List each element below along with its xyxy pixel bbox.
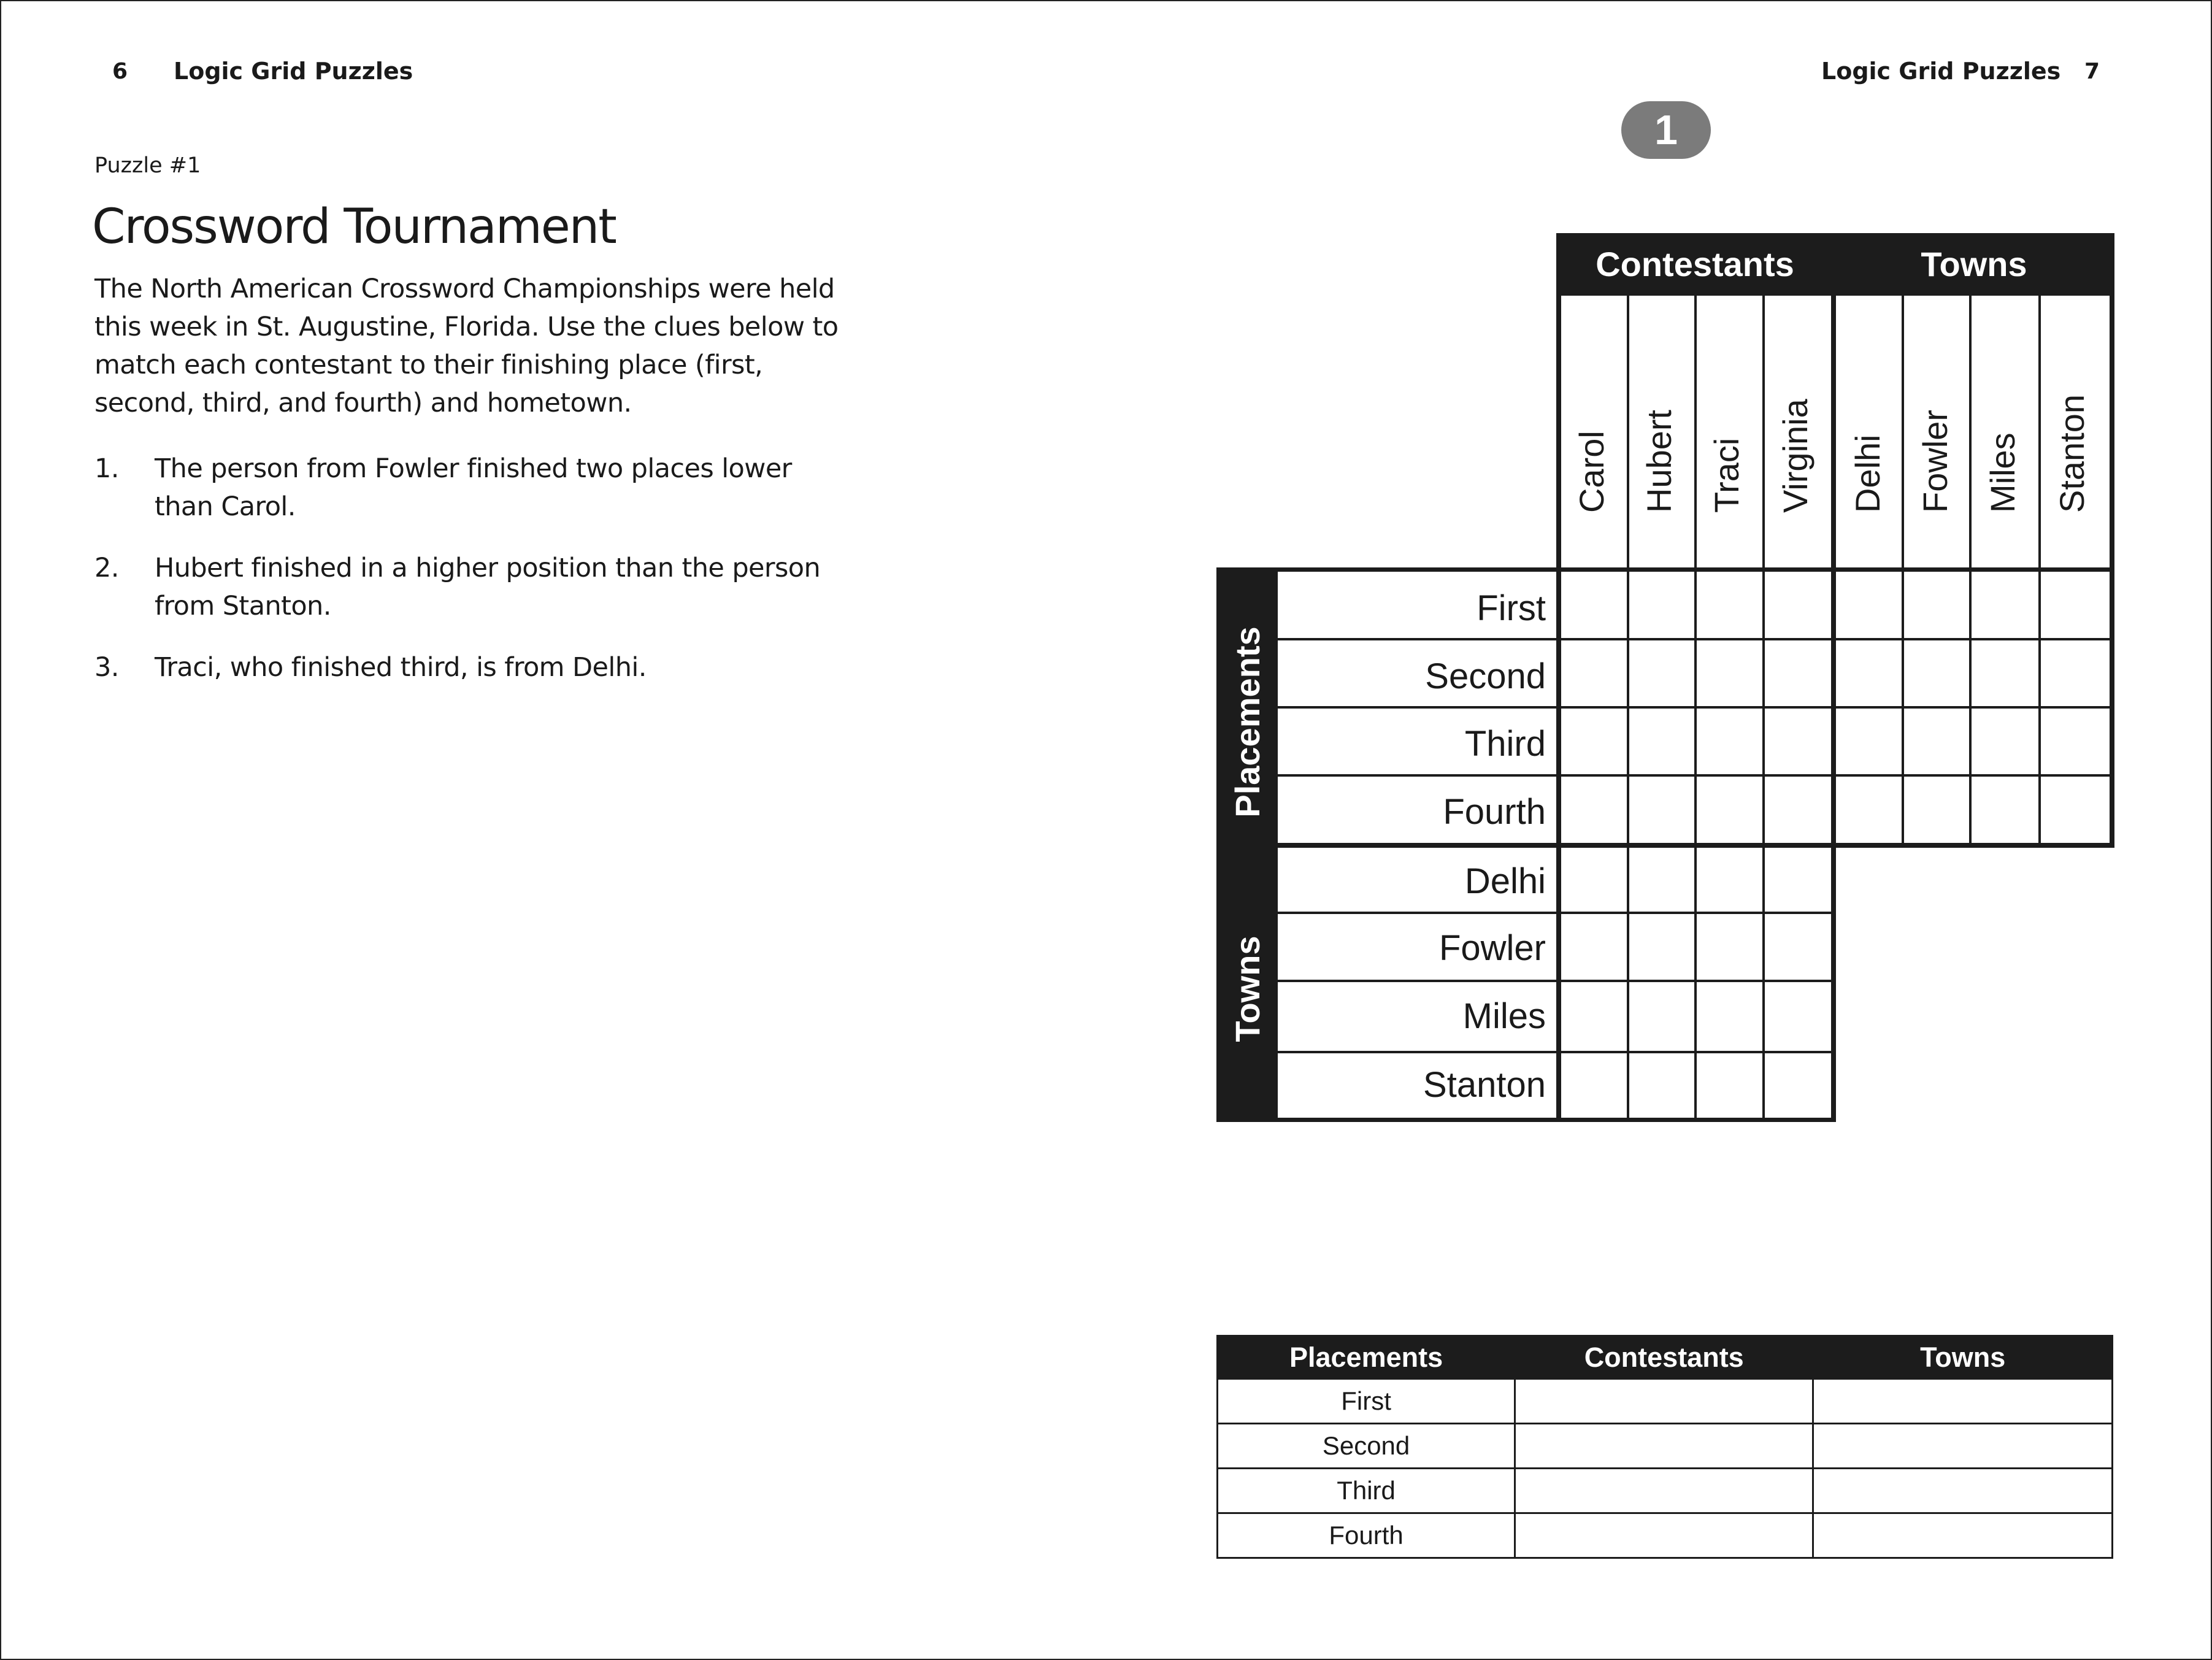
answer-table-row <box>1218 1424 2113 1469</box>
answer-contestant-cell[interactable] <box>1515 1513 1813 1558</box>
row-label: Miles <box>1462 996 1546 1036</box>
column-header <box>1835 294 1900 558</box>
grid-header-contestants: Contestants <box>1596 244 1794 283</box>
row-label: First <box>1477 588 1546 628</box>
right-page-number: 7 <box>2084 59 2100 84</box>
grid-line <box>2110 233 2114 847</box>
puzzle-title: Crossword Tournament <box>92 199 616 255</box>
column-header <box>1694 294 1759 558</box>
column-header-label: Stanton <box>2052 394 2091 513</box>
grid-line <box>1278 638 2114 640</box>
grid-line <box>1216 1118 1836 1122</box>
answer-placement-cell: First <box>1218 1379 1515 1424</box>
clue-number: 1. <box>94 453 119 484</box>
clue-text: The person from Fowler finished two places lower than Carol. <box>155 453 792 522</box>
clue-text: Traci, who finished third, is from Delhi. <box>155 652 647 683</box>
answer-placement-cell: Second <box>1218 1424 1515 1469</box>
grid-line <box>1278 843 2114 848</box>
answer-town-cell[interactable] <box>1813 1469 2113 1513</box>
answer-contestant-cell[interactable] <box>1515 1469 1813 1513</box>
row-label: Delhi <box>1464 861 1546 901</box>
clue-number: 3. <box>94 652 119 683</box>
column-header <box>1559 294 1624 558</box>
row-label: Fowler <box>1438 928 1546 968</box>
row-label: Stanton <box>1423 1065 1546 1105</box>
left-running-title: Logic Grid Puzzles <box>174 58 413 85</box>
column-header <box>2040 294 2104 558</box>
right-running-title: Logic Grid Puzzles <box>1821 58 2061 85</box>
column-header-label: Virginia <box>1775 399 1815 513</box>
answer-table-row <box>1218 1513 2113 1558</box>
grid-line <box>1278 912 1836 914</box>
answer-table-row <box>1218 1379 2113 1424</box>
puzzle-number-badge: 1 <box>1621 101 1711 159</box>
column-header-label: Miles <box>1983 432 2022 513</box>
grid-line <box>1216 567 2114 572</box>
answer-header-contestants: Contestants <box>1515 1336 1813 1379</box>
column-header-label: Carol <box>1572 431 1611 513</box>
column-header-label: Traci <box>1707 437 1746 513</box>
puzzle-intro: The North American Crossword Championships were held this week in St. Augustine, Florida. Use the clues below to match each contestant to their finishing place (first, second, third, and fourth) and hometown. <box>94 274 839 418</box>
column-header <box>1970 294 2035 558</box>
clue-text: Hubert finished in a higher position than the person from Stanton. <box>155 553 821 621</box>
grid-line <box>1278 774 2114 777</box>
answer-town-cell[interactable] <box>1813 1513 2113 1558</box>
grid-line <box>1278 1051 1836 1053</box>
left-page-number: 6 <box>112 59 128 84</box>
answer-town-cell[interactable] <box>1813 1379 2113 1424</box>
grid-side-placements: Placements <box>1227 626 1267 818</box>
answer-table <box>1216 1335 2113 1559</box>
column-header <box>1627 294 1691 558</box>
column-header-label: Delhi <box>1848 434 1887 513</box>
clue-number: 2. <box>94 553 119 583</box>
column-header <box>1903 294 1967 558</box>
answer-placement-cell: Third <box>1218 1469 1515 1513</box>
row-label: Second <box>1425 656 1546 696</box>
answer-contestant-cell[interactable] <box>1515 1424 1813 1469</box>
column-header-label: Hubert <box>1639 409 1678 513</box>
column-header <box>1763 294 1827 558</box>
answer-contestant-cell[interactable] <box>1515 1379 1813 1424</box>
answer-placement-cell: Fourth <box>1218 1513 1515 1558</box>
row-label: Third <box>1464 724 1546 764</box>
grid-side-towns: Towns <box>1227 936 1267 1042</box>
grid-line <box>1278 980 1836 982</box>
grid-line <box>1556 292 2114 296</box>
answer-town-cell[interactable] <box>1813 1424 2113 1469</box>
column-header-label: Fowler <box>1915 409 1954 513</box>
grid-header-towns: Towns <box>1921 244 2027 283</box>
grid-line <box>1278 706 2114 709</box>
row-label: Fourth <box>1443 792 1546 832</box>
puzzle-number-label: Puzzle #1 <box>94 153 201 178</box>
answer-header-towns: Towns <box>1813 1336 2113 1379</box>
answer-header-placements: Placements <box>1218 1336 1515 1379</box>
answer-table-header <box>1218 1336 2113 1379</box>
answer-table-row <box>1218 1469 2113 1513</box>
grid-line <box>1556 233 1561 1122</box>
